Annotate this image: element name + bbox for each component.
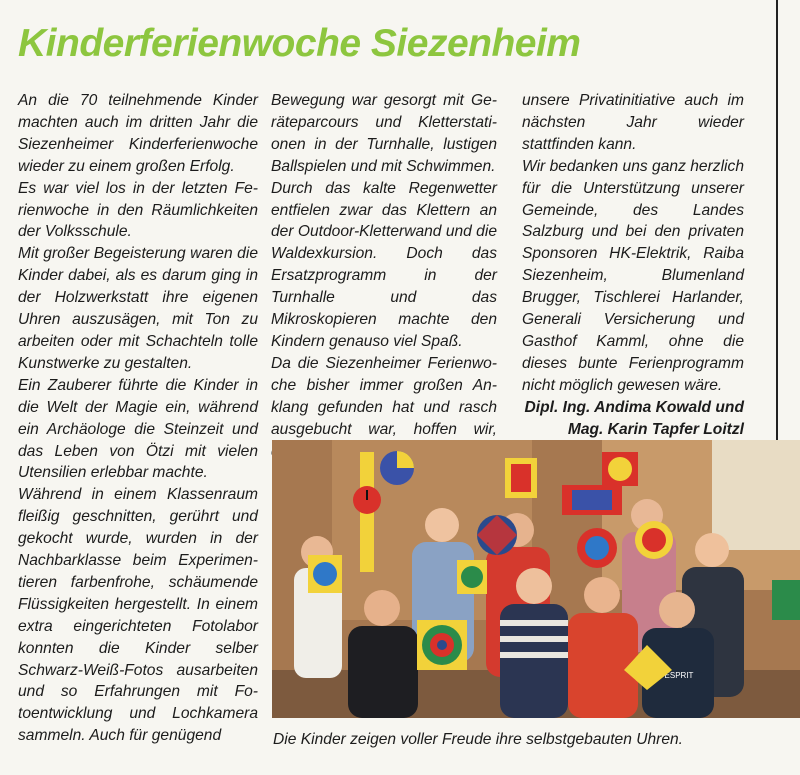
photo-window [712, 440, 800, 550]
signature-line: Dipl. Ing. Andima Kowald und [524, 398, 744, 416]
paragraph: An die 70 teilnehmende Kinder machten auch im dritten Jahr die Siezenheimer Kinderferienwoche wieder zu einem großen Erfolg. [18, 92, 258, 175]
shirt-print: ESPRIT [664, 671, 694, 680]
clock-craft [562, 485, 622, 515]
clock-craft [602, 452, 638, 486]
paragraph: Während in einem Klassenraum fleißig geschnitten, gerührt und gekocht wurde, wurden in der Nachbarklasse beim Experimentieren farbenfrohe, schäumende Flüssigkeiten hergestellt. In einem extra eingerichteten Fotolabor konnten die Kinder selber Schwarz-Weiß-Fotos ausarbeiten und so Erfahrungen mit Fotoentwicklung und Lochkamera sammeln. Auch für genügend [18, 486, 258, 745]
photo-caption: Die Kinder zeigen voller Freude ihre selbstgebauten Uhren. [273, 731, 684, 748]
text-column-1 [18, 90, 258, 747]
paragraph: Da die Siezenheimer Ferienwoche bisher immer großen Anklang gefunden hat und rasch ausgebucht war, hoffen wir, [271, 354, 497, 438]
signature-line: Mag. Karin Tapfer Loitzl [567, 420, 744, 438]
group-photo [272, 440, 800, 718]
clock-craft [635, 521, 673, 559]
paragraph: Es war viel los in der letzten Ferienwoche in den Räumlichkeiten der Volksschule. [18, 179, 258, 241]
paragraph: Bewegung war gesorgt mit Geräteparcours und Kletterstationen in der Turnhalle, lustigen Ballspielen und mit Schwimmen. [271, 92, 497, 175]
clock-craft [477, 515, 517, 555]
clock-craft [380, 451, 414, 485]
paragraph: Mit großer Begeisterung waren die Kinder dabei, als es darum ging in der Holzwerkstatt ihre eigenen Uhren auszusägen, mit Ton zu arbeiten oder mit Schachteln tolle Kunstwerke zu gestalten. [18, 245, 258, 372]
clock-craft [457, 560, 487, 594]
clock-craft [505, 458, 537, 498]
paragraph: Durch das kalte Regenwetter entfielen zwar das Klettern an der Outdoor-Kletterwand und die Waldexkursion. Doch das Ersatzprogramm in der Turnhalle und das Mikroskopieren machte den Kindern genauso viel Spaß. [271, 179, 497, 350]
clock-craft [577, 528, 617, 568]
paragraph: Ein Zauberer führte die Kinder in die Welt der Magie ein, während ein Archäologe die Steinzeit und das Leben von Ötzi mit vielen Utensilien erlebbar machte. [18, 376, 258, 482]
text-column-2 [271, 90, 497, 462]
clock-craft [772, 580, 800, 620]
article-title: Kinderferienwoche Siezenheim [18, 22, 581, 65]
clock-craft [417, 620, 467, 670]
page-edge-rule [776, 0, 778, 440]
paragraph: unsere Privatinitiative auch im nächsten Jahr wieder stattfinden kann. [522, 92, 744, 153]
paragraph: Wir bedanken uns ganz herzlich für die Unterstützung unserer Gemeinde, des Landes Salzburg und bei den privaten Sponsoren HK-Elektrik, Raiba Siezenheim, Blumenland Brugger, Tischlerei Harlander, Generali Versicherung und Gasthof Kamml, ohne die dieses bunte Ferienprogramm nicht möglich gewesen wäre. [522, 157, 744, 394]
clock-craft [308, 555, 342, 593]
text-column-3 [522, 90, 744, 441]
